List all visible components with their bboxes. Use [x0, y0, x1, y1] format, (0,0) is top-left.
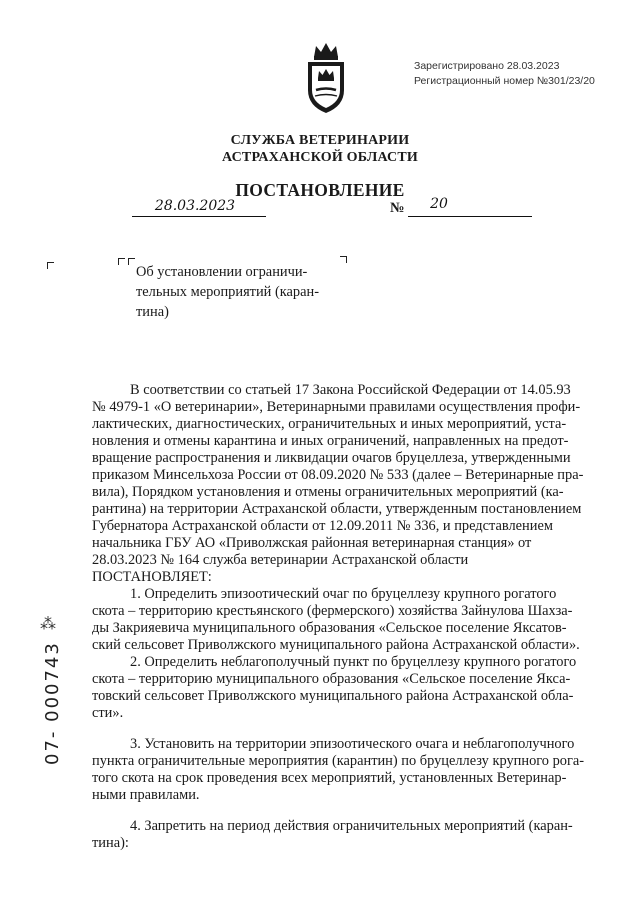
item-1-line: скота – территорию крестьянского (фермерского) хозяйства Зайнулова Шахза- [92, 603, 573, 619]
preamble-line: вращение распространения и ликвидации очагов бруцеллеза, утвержденными [92, 450, 571, 466]
item-2-line: товский сельсовет Приволжского муниципального района Астраханской обла- [92, 688, 574, 704]
item-3-line: пункта ограничительные мероприятия (карантин) по бруцеллезу крупного рога- [92, 753, 585, 769]
preamble-line: В соответствии со статьей 17 Закона Российской Федерации от 14.05.93 [130, 382, 571, 398]
item-4-line: 4. Запретить на период действия ограничительных мероприятий (каран- [130, 818, 573, 834]
item-3-line: 3. Установить на территории эпизоотического очага и неблагополучного [130, 736, 575, 752]
document-title: ПОСТАНОВЛЕНИЕ [235, 180, 405, 200]
item-1-line: 1. Определить эпизоотический очаг по бруцеллезу крупного рогатого [130, 586, 557, 602]
preamble-line: Губернатора Астраханской области от 12.09.2011 № 336, и представлением [92, 518, 553, 534]
document-subject [136, 262, 350, 322]
item-2-line: скота – территорию муниципального образования «Сельское поселение Якса- [92, 671, 571, 687]
coat-of-arms-icon [297, 40, 355, 118]
preamble-line: начальника ГБУ АО «Приволжская районная ветеринарная станция» от [92, 535, 532, 551]
margin-mark-icon: ⁂ [40, 614, 56, 633]
preamble-line: лактических, диагностических, ограничительных и иных мероприятий, уста- [92, 416, 567, 432]
number-underline [408, 216, 532, 217]
subject-line: тина) [136, 304, 169, 320]
preamble-line: № 4979-1 «О ветеринарии», Ветеринарными правилами осуществления профи- [92, 399, 581, 415]
item-4-line: тина): [92, 835, 129, 851]
number-sign: № [390, 200, 405, 216]
preamble-line: вила), Порядком установления и отмены ограничительных мероприятий (ка- [92, 484, 564, 500]
registration-date: Зарегистрировано 28.03.2023 [414, 60, 560, 72]
preamble [92, 382, 610, 852]
margin-document-code: 07- 000743 [42, 641, 63, 765]
preamble-line: 28.03.2023 № 164 служба ветеринарии Астраханской области [92, 552, 469, 568]
item-2-line: 2. Определить неблагополучный пункт по бруцеллезу крупного рогатого [130, 654, 577, 670]
subject-corner-outer-left [118, 258, 125, 265]
document-date: 28.03.2023 [154, 198, 236, 214]
preamble-line: новления и отмены карантина и иных ограничений, направленных на предот- [92, 433, 569, 449]
item-2-line: сти». [92, 705, 124, 721]
preamble-line: приказом Минсельхоза России от 08.09.2020 № 533 (далее – Ветеринарные пра- [92, 467, 584, 483]
date-underline [132, 216, 266, 217]
left-margin-corner [47, 262, 54, 269]
organization-line-1: СЛУЖБА ВЕТЕРИНАРИИ [230, 133, 410, 148]
resolves-heading: ПОСТАНОВЛЯЕТ: [92, 569, 212, 585]
item-1-line: ский сельсовет Приволжского муниципального района Астраханской области». [92, 637, 580, 653]
preamble-line: рантина) на территории Астраханской области, утвержденным постановлением [92, 501, 582, 517]
item-3-line: ными правилами. [92, 787, 200, 803]
subject-line: тельных мероприятий (каран- [136, 284, 320, 300]
document-number: 20 [430, 196, 448, 212]
organization-line-2: АСТРАХАНСКОЙ ОБЛАСТИ [221, 150, 418, 165]
item-3-line: того скота на срок проведения всех мероприятий, установленных Ветеринар- [92, 770, 567, 786]
item-1-line: ды Закрияевича муниципального образования «Сельское поселение Яксатов- [92, 620, 567, 636]
subject-line: Об установлении ограничи- [136, 264, 308, 280]
subject-corner-left [128, 258, 135, 265]
registration-number: Регистрационный номер №301/23/20 [414, 75, 595, 87]
